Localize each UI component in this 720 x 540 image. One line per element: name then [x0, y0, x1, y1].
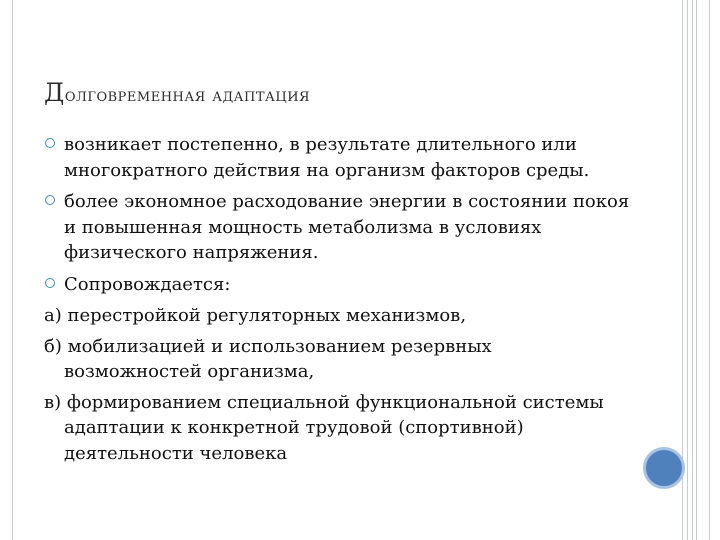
title-initial: Д — [44, 78, 65, 107]
list-item: б) мобилизацией и использованием резервных возможностей организма, — [44, 335, 492, 382]
title-rest: олговременная адаптация — [64, 84, 311, 106]
bullet-text: возникает постепенно, в результате длительного или многократного действия на организм факторов среды. — [64, 134, 590, 181]
decorative-stripes — [680, 0, 712, 540]
bullet-text: Сопровождается: — [64, 273, 231, 295]
slide-title — [44, 78, 604, 107]
list-item: в) формированием специальной функциональной системы адаптации к конкретной трудовой (спортивной) деятельности человека — [44, 391, 604, 464]
list-item: а) перестройкой регуляторных механизмов, — [44, 305, 467, 326]
bullet-item — [44, 189, 634, 266]
ring-bullet-icon — [45, 195, 55, 205]
bullet-text: более экономное расходование энергии в состоянии покоя и повышенная мощность метаболизма в условиях физического напряжения. — [64, 191, 630, 263]
corner-circle-icon — [643, 447, 685, 489]
bullet-item — [44, 272, 634, 298]
slide-content — [44, 132, 634, 471]
bullet-item — [44, 132, 634, 183]
ring-bullet-icon — [45, 278, 55, 288]
ring-bullet-icon — [45, 138, 55, 148]
